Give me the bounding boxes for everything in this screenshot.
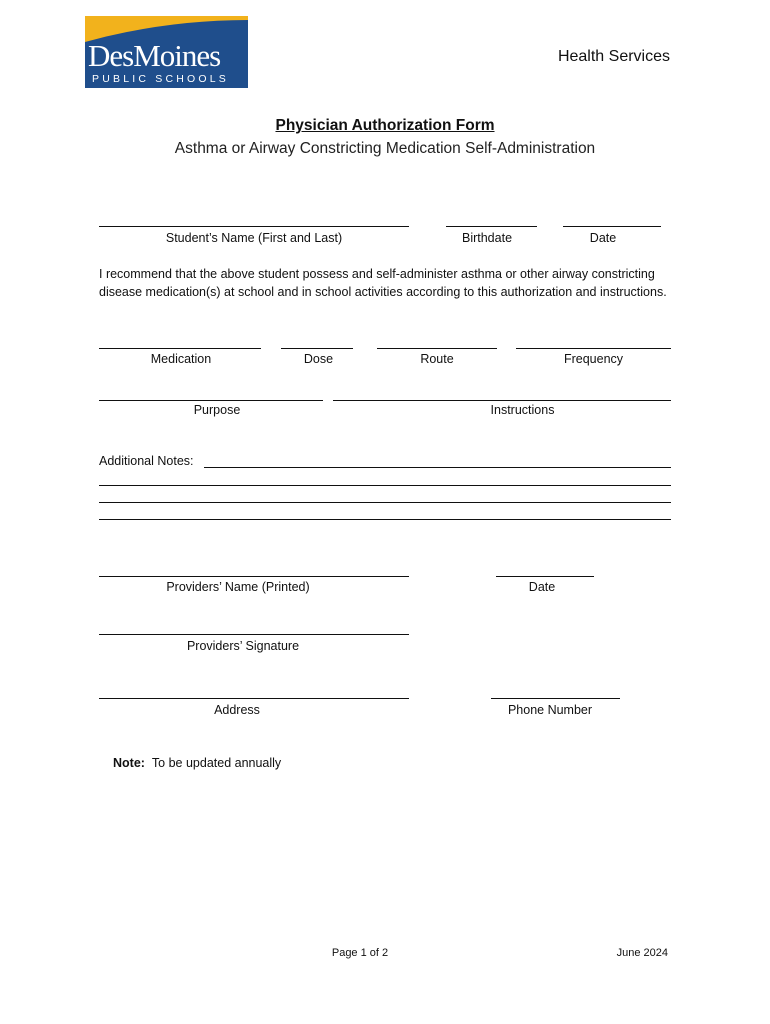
birthdate-line[interactable] bbox=[446, 226, 537, 227]
instructions-label: Instructions bbox=[490, 403, 555, 417]
form-title: Physician Authorization Form bbox=[275, 117, 495, 134]
additional-notes-label: Additional Notes: bbox=[99, 454, 194, 468]
logo-tagline: PUBLIC SCHOOLS bbox=[92, 73, 229, 85]
des-moines-public-schools-logo bbox=[85, 16, 248, 88]
annual-update-note bbox=[113, 756, 281, 770]
medication-line[interactable] bbox=[99, 348, 261, 349]
provider-signature-line[interactable] bbox=[99, 634, 409, 635]
provider-date-label: Date bbox=[528, 580, 556, 594]
form-subtitle: Asthma or Airway Constricting Medication Self-Administration bbox=[174, 140, 596, 157]
note-label: Note: bbox=[113, 756, 145, 770]
logo-name: DesMoines bbox=[88, 38, 221, 73]
purpose-label: Purpose bbox=[193, 403, 241, 417]
note-text: To be updated annually bbox=[151, 756, 282, 770]
frequency-label: Frequency bbox=[563, 352, 624, 366]
medication-label: Medication bbox=[150, 352, 212, 366]
date-label: Date bbox=[589, 231, 617, 245]
footer-date: June 2024 bbox=[616, 947, 668, 959]
student-name-label: Student’s Name (First and Last) bbox=[165, 231, 343, 245]
additional-notes-line-4[interactable] bbox=[99, 519, 671, 520]
date-line[interactable] bbox=[563, 226, 661, 227]
additional-notes-line-3[interactable] bbox=[99, 502, 671, 503]
address-line[interactable] bbox=[99, 698, 409, 699]
department-heading: Health Services bbox=[557, 48, 670, 65]
provider-name-line[interactable] bbox=[99, 576, 409, 577]
dose-label: Dose bbox=[303, 352, 334, 366]
student-name-line[interactable] bbox=[99, 226, 409, 227]
provider-signature-label: Providers’ Signature bbox=[186, 639, 300, 653]
phone-line[interactable] bbox=[491, 698, 620, 699]
address-label: Address bbox=[214, 703, 260, 717]
provider-name-label: Providers’ Name (Printed) bbox=[166, 580, 310, 594]
additional-notes-line-2[interactable] bbox=[99, 485, 671, 486]
purpose-line[interactable] bbox=[99, 400, 323, 401]
provider-date-line[interactable] bbox=[496, 576, 594, 577]
additional-notes-line-1[interactable] bbox=[204, 467, 671, 468]
route-label: Route bbox=[420, 352, 454, 366]
phone-label: Phone Number bbox=[507, 703, 593, 717]
birthdate-label: Birthdate bbox=[461, 231, 513, 245]
page-number: Page 1 of 2 bbox=[331, 947, 389, 959]
route-line[interactable] bbox=[377, 348, 497, 349]
dose-line[interactable] bbox=[281, 348, 353, 349]
instructions-line[interactable] bbox=[333, 400, 671, 401]
recommendation-text: I recommend that the above student possess and self-administer asthma or other airway constricting disease medication(s) at school and in school activities according to this authorization and instructions. bbox=[99, 267, 667, 299]
frequency-line[interactable] bbox=[516, 348, 671, 349]
